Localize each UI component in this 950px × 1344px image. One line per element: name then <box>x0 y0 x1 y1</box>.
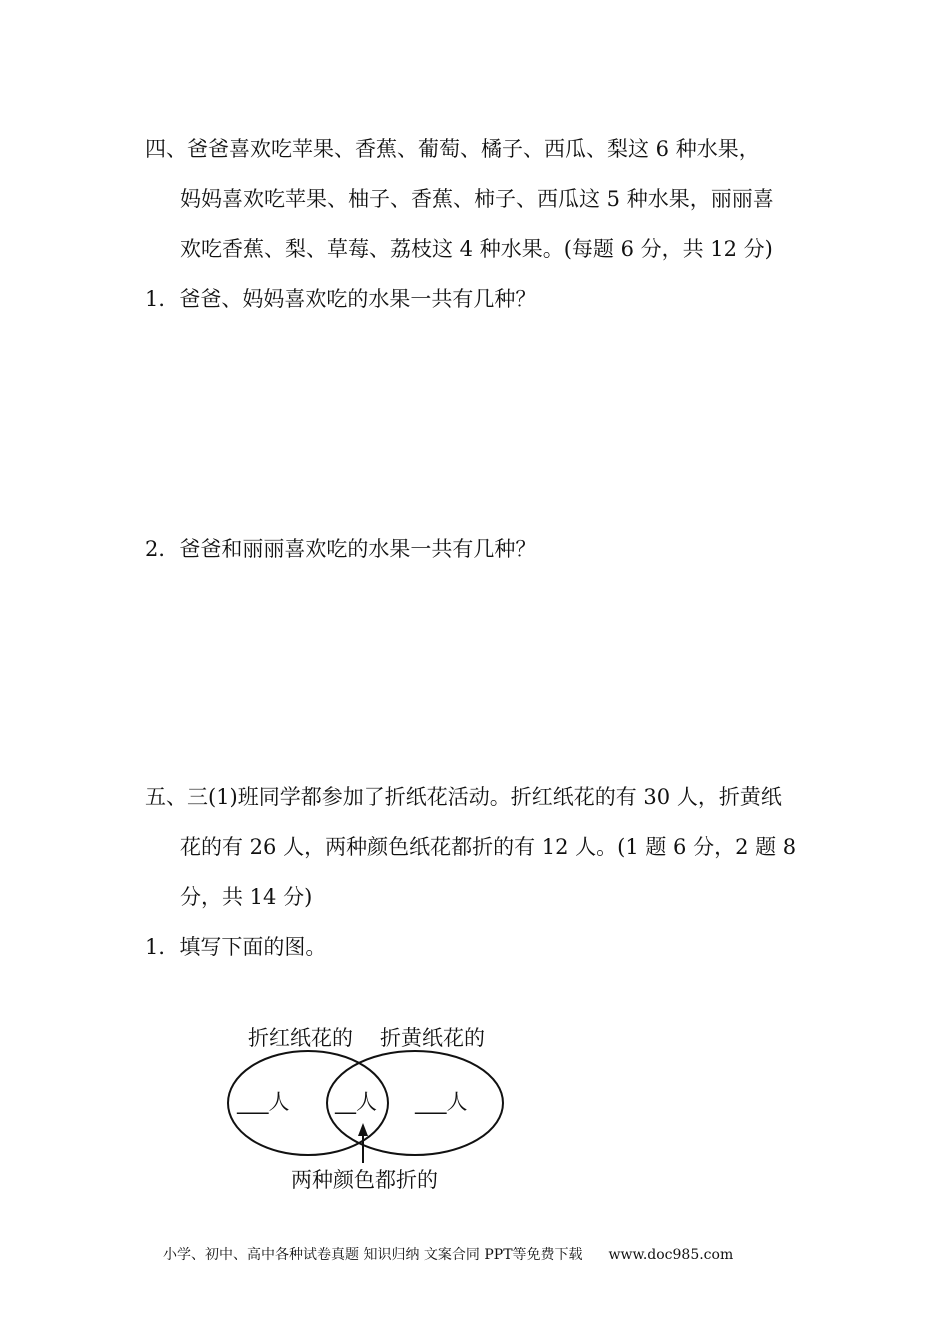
section-5-line-1: 五、三(1)班同学都参加了折纸花活动。折红纸花的有 30 人，折黄纸 <box>145 785 782 809</box>
section-4-line-1: 四、爸爸喜欢吃苹果、香蕉、葡萄、橘子、西瓜、梨这 6 种水果， <box>145 137 760 161</box>
venn-right-label: 折黄纸花的 <box>380 1026 485 1050</box>
footer-url[interactable]: www.doc985.com <box>608 1247 734 1263</box>
section-5-line-3: 分，共 14 分) <box>180 885 313 909</box>
section-4-question-2: 2．爸爸和丽丽喜欢吃的水果一共有几种？ <box>145 537 537 561</box>
section-4-line-2: 妈妈喜欢吃苹果、柚子、香蕉、柿子、西瓜这 5 种水果，丽丽喜 <box>180 187 774 211</box>
section-5-question-1: 1．填写下面的图。 <box>145 935 327 959</box>
venn-right-blank[interactable]: ___人 <box>415 1090 468 1114</box>
venn-bottom-label: 两种颜色都折的 <box>291 1168 438 1192</box>
venn-left-blank[interactable]: ___人 <box>237 1090 290 1114</box>
venn-diagram <box>215 1015 525 1205</box>
page-footer <box>163 1245 733 1265</box>
venn-left-label: 折红纸花的 <box>248 1026 353 1050</box>
venn-middle-blank[interactable]: __人 <box>335 1090 377 1114</box>
footer-text: 小学、初中、高中各种试卷真题 知识归纳 文案合同 PPT等免费下载 <box>163 1247 583 1263</box>
venn-arrow-head <box>358 1123 368 1136</box>
section-5-line-2: 花的有 26 人，两种颜色纸花都折的有 12 人。(1 题 6 分，2 题 8 <box>180 835 797 859</box>
section-4-line-3: 欢吃香蕉、梨、草莓、荔枝这 4 种水果。(每题 6 分，共 12 分) <box>180 237 773 261</box>
section-4-question-1: 1．爸爸、妈妈喜欢吃的水果一共有几种？ <box>145 287 537 311</box>
